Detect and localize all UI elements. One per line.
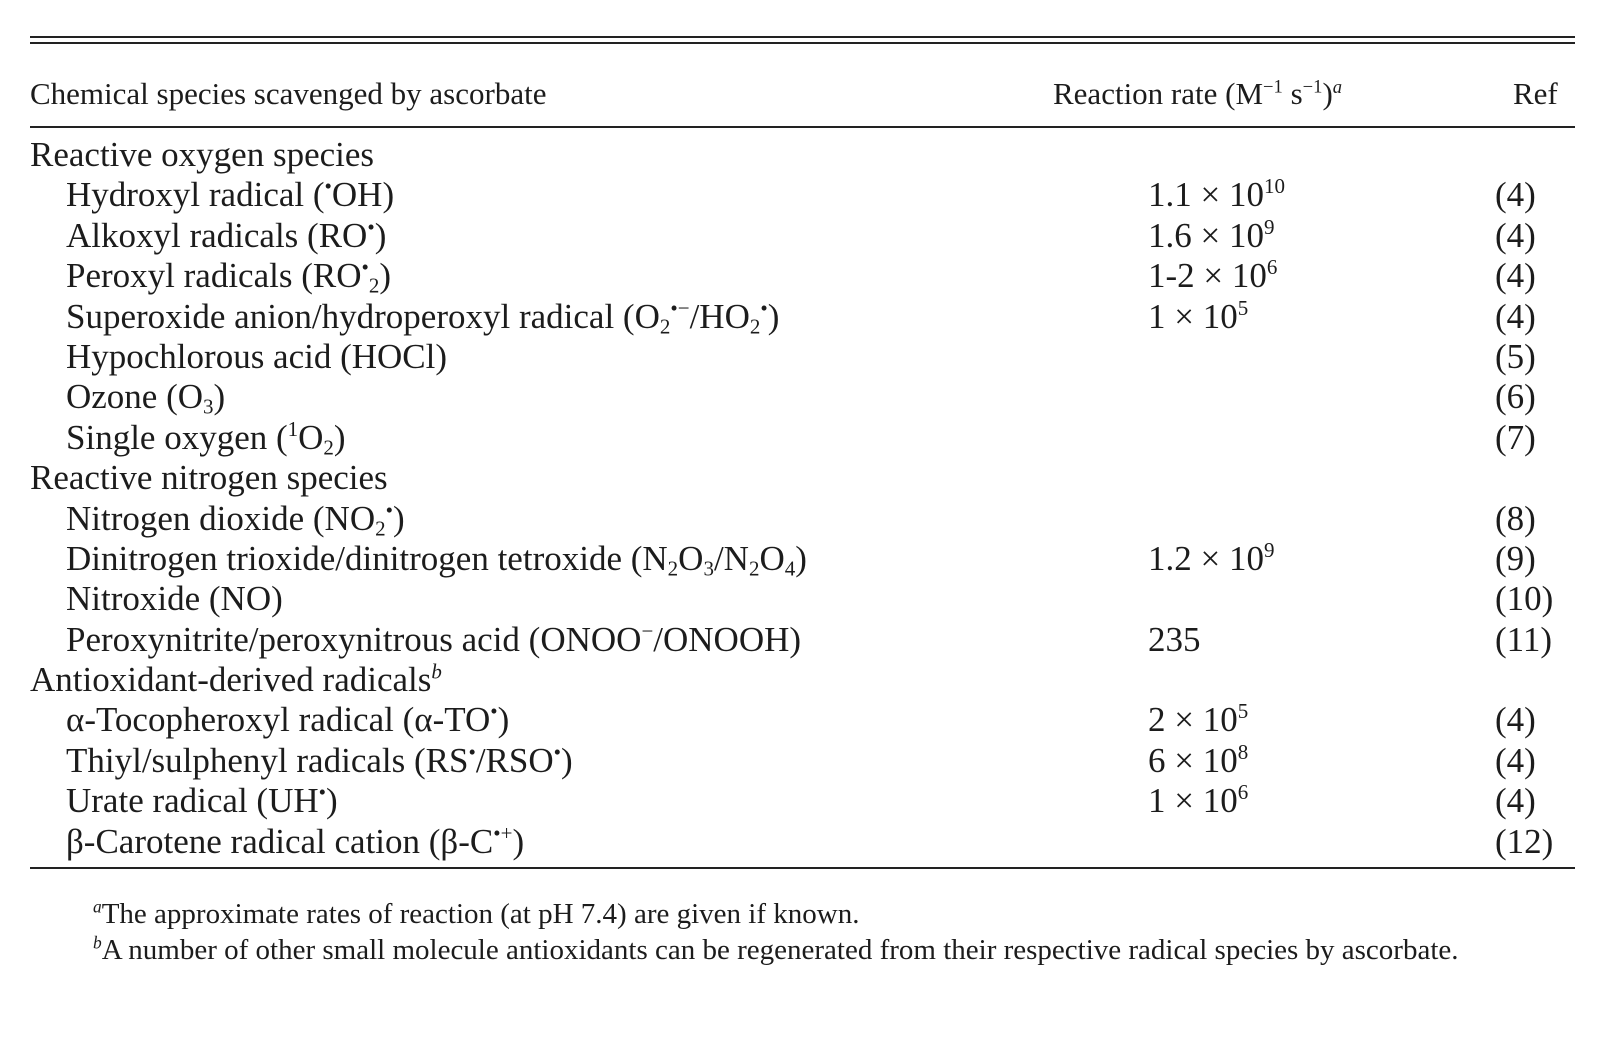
species-text: Superoxide anion/hydroperoxyl radical (O <box>66 296 660 336</box>
reference: (4) <box>1495 781 1536 821</box>
table-row <box>30 175 1575 215</box>
table-footnotes <box>30 896 1575 968</box>
reference: (4) <box>1495 175 1536 215</box>
species-text: /RSO <box>475 740 554 780</box>
reference: (4) <box>1495 215 1536 255</box>
reaction-rate: 235 <box>1148 619 1201 659</box>
reaction-rate <box>1148 297 1248 337</box>
reference: (4) <box>1495 296 1536 336</box>
rate-base: 1.6 × 10 <box>1148 215 1264 255</box>
radical-charge: •+ <box>493 820 513 845</box>
group-label <box>30 660 442 700</box>
species-text: ) <box>767 296 780 336</box>
footnote-mark: b <box>93 932 102 953</box>
species-text: Alkoxyl radicals (RO <box>66 215 368 255</box>
reference: (11) <box>1495 619 1553 659</box>
rate-exponent: 5 <box>1237 295 1249 320</box>
rate-exponent: 8 <box>1237 739 1249 764</box>
rate-base: 1-2 × 10 <box>1148 256 1267 296</box>
group-label: Reactive nitrogen species <box>30 458 388 498</box>
species-name <box>66 256 391 296</box>
table-row <box>30 579 1575 619</box>
header-reaction-rate <box>1053 76 1342 112</box>
table-bottom-rule <box>30 867 1575 869</box>
species-text: ) <box>213 377 226 417</box>
species-text: Ozone (O <box>66 377 204 417</box>
footnote-text: The approximate rates of reaction (at pH 7.4) are given if known. <box>101 898 860 931</box>
species-text: ) <box>326 781 338 821</box>
table-row <box>30 499 1575 539</box>
reaction-rate <box>1148 781 1248 821</box>
radical-dot: • <box>367 214 375 239</box>
radical-dot: • <box>318 780 326 805</box>
reaction-rate <box>1148 175 1285 215</box>
species-text: ) <box>379 256 391 296</box>
species-name <box>66 620 801 660</box>
group-footnote-mark: b <box>431 659 442 684</box>
species-text: OH) <box>331 175 395 215</box>
species-text: ) <box>392 498 405 538</box>
species-subscript: 2 <box>323 434 334 459</box>
table-row <box>30 297 1575 337</box>
species-subscript: 2 <box>667 556 679 581</box>
reaction-rate <box>1148 216 1275 256</box>
rate-exponent: 9 <box>1264 537 1275 562</box>
footnote-text: A number of other small molecule antioxidants can be regenerated from their respective radical species by ascorbate. <box>101 934 1459 967</box>
header-species: Chemical species scavenged by ascorbate <box>30 76 547 111</box>
radical-dot: • <box>385 497 393 522</box>
radical-dot: • <box>760 295 768 320</box>
header-rate-exp2: −1 <box>1302 76 1323 98</box>
table-top-rule <box>30 36 1575 38</box>
species-subscript: 3 <box>703 556 714 581</box>
species-subscript: 2 <box>749 313 761 338</box>
species-subscript: 2 <box>659 313 671 338</box>
footnote-a <box>30 896 1575 932</box>
table-row <box>30 539 1575 579</box>
species-name <box>66 822 524 862</box>
rate-exponent: 6 <box>1237 780 1249 805</box>
species-name <box>66 175 394 215</box>
reference: (8) <box>1495 498 1536 538</box>
rate-base: 1 × 10 <box>1148 781 1238 821</box>
species-subscript: 2 <box>368 273 380 298</box>
species-subscript: 2 <box>375 515 386 540</box>
reaction-rate <box>1148 741 1248 781</box>
species-text: Peroxyl radicals (RO <box>66 256 362 296</box>
reaction-rate <box>1148 700 1248 740</box>
table-header-row <box>30 44 1575 126</box>
reference: (6) <box>1495 377 1536 417</box>
species-name <box>66 297 779 337</box>
rate-exponent: 10 <box>1264 174 1285 199</box>
species-name <box>66 216 386 256</box>
species-text: Hydroxyl radical ( <box>66 175 325 215</box>
header-rate-footnote-mark: a <box>1332 76 1343 98</box>
species-name <box>66 499 405 539</box>
species-text: /N <box>713 538 749 578</box>
footnote-mark: a <box>93 896 102 917</box>
group-label: Reactive oxygen species <box>30 135 375 174</box>
reference: (4) <box>1495 740 1536 780</box>
table-row <box>30 337 1575 377</box>
species-name <box>66 418 346 458</box>
reference: (9) <box>1495 538 1536 578</box>
species-text: Nitrogen dioxide (NO <box>66 498 376 538</box>
species-name: Nitroxide (NO) <box>66 579 283 619</box>
table-row <box>30 620 1575 660</box>
group-row-adr <box>30 660 1575 700</box>
species-text: /HO <box>689 296 750 336</box>
header-rate-prefix: Reaction rate (M <box>1053 76 1264 111</box>
species-text: α-Tocopheroxyl radical (α-TO <box>66 700 491 740</box>
species-name: Hypochlorous acid (HOCl) <box>66 336 448 376</box>
reference: (7) <box>1495 417 1536 457</box>
reaction-rate <box>1148 539 1275 579</box>
species-text: Peroxynitrite/peroxynitrous acid (ONOO <box>66 619 642 659</box>
rate-base: 1.1 × 10 <box>1148 175 1264 215</box>
species-text: /ONOOH) <box>653 619 802 659</box>
rate-base: 1 × 10 <box>1148 296 1238 336</box>
reference: (12) <box>1495 821 1554 861</box>
species-text: ) <box>333 417 346 457</box>
header-rate-exp1: −1 <box>1263 76 1283 98</box>
species-text: ) <box>374 215 387 255</box>
group-row-rns <box>30 458 1575 498</box>
rate-exponent: 9 <box>1264 214 1275 239</box>
radical-dot: • <box>553 739 561 764</box>
table-body <box>30 128 1575 867</box>
radical-charge: •− <box>670 295 690 320</box>
reference: (5) <box>1495 336 1536 376</box>
species-superscript: 1 <box>287 416 299 441</box>
reference: (10) <box>1495 579 1554 619</box>
reaction-rate <box>1148 256 1277 296</box>
species-text: O <box>759 538 785 578</box>
species-text: Single oxygen ( <box>66 417 288 457</box>
species-name <box>66 741 573 781</box>
ascorbate-scavenging-table <box>30 36 1575 968</box>
radical-dot: • <box>324 174 332 199</box>
rate-base: 6 × 10 <box>1148 740 1238 780</box>
table-row <box>30 256 1575 296</box>
species-subscript: 3 <box>203 394 214 419</box>
footnote-b <box>30 932 1575 968</box>
header-rate-mid: s <box>1282 76 1303 111</box>
rate-base: 1.2 × 10 <box>1148 538 1264 578</box>
radical-dot: • <box>468 739 476 764</box>
table-row <box>30 822 1575 862</box>
species-text: ) <box>512 821 525 861</box>
radical-dot: • <box>361 255 369 280</box>
header-rate-suffix: ) <box>1322 76 1333 111</box>
species-name <box>66 539 807 579</box>
reference: (4) <box>1495 700 1536 740</box>
species-text: ) <box>560 740 573 780</box>
species-text: ) <box>497 700 510 740</box>
species-text: O <box>678 538 704 578</box>
species-name <box>66 781 338 821</box>
species-text: ) <box>795 538 807 578</box>
table-row <box>30 216 1575 256</box>
table-row <box>30 700 1575 740</box>
species-charge: − <box>641 618 654 643</box>
group-label-text: Antioxidant-derived radicals <box>30 660 432 700</box>
species-subscript: 2 <box>748 556 760 581</box>
rate-exponent: 6 <box>1266 255 1278 280</box>
table-row <box>30 741 1575 781</box>
group-row-ros <box>30 135 1575 175</box>
species-name <box>66 377 225 417</box>
species-text: β-Carotene radical cation (β-C <box>66 821 494 861</box>
table-row <box>30 418 1575 458</box>
species-text: Dinitrogen trioxide/dinitrogen tetroxide (N <box>66 538 668 578</box>
header-ref: Ref <box>1513 76 1558 111</box>
species-subscript: 4 <box>784 556 796 581</box>
rate-base: 2 × 10 <box>1148 700 1238 740</box>
reference: (4) <box>1495 256 1536 296</box>
radical-dot: • <box>490 699 498 724</box>
table-row <box>30 377 1575 417</box>
species-name <box>66 700 509 740</box>
table-row <box>30 781 1575 821</box>
rate-exponent: 5 <box>1237 699 1249 724</box>
species-text: Thiyl/sulphenyl radicals (RS <box>66 740 469 780</box>
species-text: O <box>298 417 324 457</box>
species-text: Urate radical (UH <box>66 781 319 821</box>
